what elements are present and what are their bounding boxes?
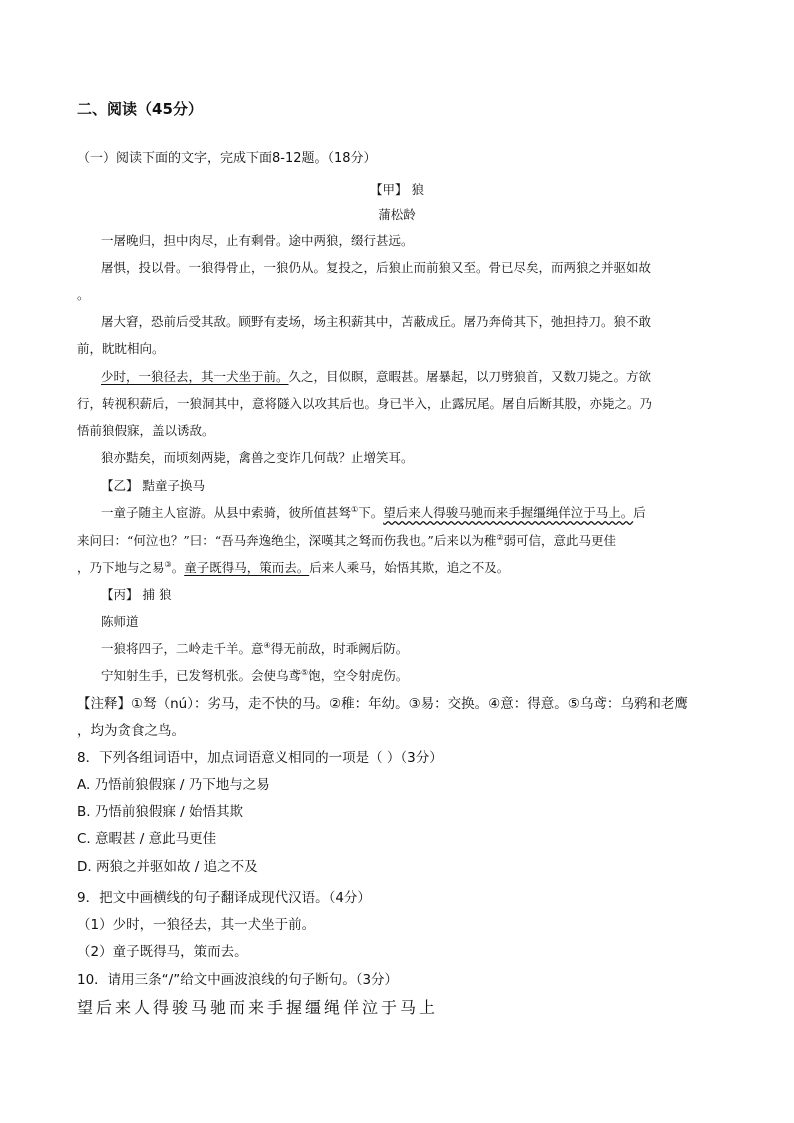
footnote-marker: ①	[351, 504, 359, 514]
passage-jia-paragraph: 。	[77, 287, 90, 302]
question-8-option-c: C. 意暇甚 / 意此马更佳	[77, 831, 217, 847]
question-8-option-a: A. 乃悟前狼假寐 / 乃下地与之易	[77, 777, 270, 793]
text-run: 一狼将四子，二岭走千羊。意	[101, 641, 264, 656]
text-run: 后	[633, 505, 646, 520]
question-9-item-2: （2）童子既得马，策而去。	[77, 944, 248, 960]
passage-yi-line	[101, 503, 646, 521]
question-9-item-1: （1）少时，一狼径去，其一犬坐于前。	[77, 917, 316, 933]
text-run: 宁知射生手，已发弩机张。会使乌鸢	[101, 668, 302, 683]
footnote-marker: ②	[496, 532, 504, 542]
underlined-sentence: 少时，一狼径去，其一犬坐于前。	[101, 369, 289, 384]
text-run: 弱可信，意此马更佳	[503, 533, 617, 548]
footnote-marker: ⑤	[301, 667, 309, 677]
text-run: 久之，目似瞑，意暇甚。屠暴起，以刀劈狼首，又数刀毙之。方欲	[288, 369, 652, 384]
text-run: 。	[171, 560, 185, 575]
passage-yi-line	[77, 531, 616, 549]
passage-jia-paragraph	[101, 367, 651, 385]
question-10-sentence: 望后来人得骏马驰而来手握缰绳佯泣于马上	[77, 998, 439, 1017]
reading-instruction: （一）阅读下面的文字，完成下面8-12题。（18分）	[77, 151, 377, 166]
question-10-stem: 10．请用三条“/”给文中画波浪线的句子断句。（3分）	[77, 972, 399, 988]
passage-jia-paragraph: 悟前狼假寐，盖以诱敌。	[77, 423, 215, 438]
poem-line	[101, 666, 408, 684]
footnote-marker: ④	[263, 640, 271, 650]
passage-jia-paragraph: 屠大窘，恐前后受其敌。顾野有麦场，场主积薪其中，苫蔽成丘。屠乃奔倚其下，弛担持刀。狼不敢	[101, 314, 652, 329]
passage-bing-title: 【丙】 捕 狼	[101, 587, 172, 602]
text-run: 后来人乘马，始悟其欺，追之不及。	[309, 560, 510, 575]
question-9-stem: 9．把文中画横线的句子翻译成现代汉语。（4分）	[77, 890, 371, 906]
text-run: ，乃下地与之易	[77, 560, 165, 575]
annotation-notes: 【注释】①驽（nú）：劣马，走不快的马。②稚：年幼。③易：交换。④意：得意。⑤乌鸢：乌鸦和老鹰	[77, 696, 688, 712]
wavy-underlined-sentence: 望后来人得骏马驰而来手握缰绳佯泣于马上。	[383, 505, 634, 520]
passage-jia-paragraph: 一屠晚归，担中肉尽，止有剩骨。途中两狼，缀行甚远。	[101, 233, 414, 248]
text-run: 饱，空令射虎伤。	[308, 668, 409, 683]
footnote-marker: ③	[164, 559, 172, 569]
passage-jia-paragraph: 行，转视积薪后，一狼洞其中，意将隧入以攻其后也。身已半入，止露尻尾。屠自后断其股，亦毙之。乃	[77, 396, 653, 411]
section-title: 二、阅读（45分）	[77, 100, 203, 118]
question-8-option-b: B. 乃悟前狼假寐 / 始悟其欺	[77, 804, 243, 820]
text-run: 一童子随主人宦游。从县中索骑，彼所值甚驽	[101, 505, 352, 520]
passage-yi-line	[77, 558, 509, 576]
passage-jia-paragraph: 屠惧，投以骨。一狼得骨止，一狼仍从。复投之，后狼止而前狼又至。骨已尽矣，而两狼之并驱如故	[101, 260, 652, 275]
underlined-sentence: 童子既得马，策而去。	[184, 560, 310, 575]
passage-yi-title: 【乙】 黠童子换马	[101, 478, 205, 493]
text-run: 下。	[358, 505, 384, 520]
poem-line	[101, 639, 408, 657]
text-run: 得无前敌，时乖阙后防。	[270, 641, 409, 656]
text-run: 来问曰：“何泣也？”曰：“吾马奔逸绝尘，深嘆其之驽而伤我也。”后来以为稚	[77, 533, 497, 548]
question-8-option-d: D. 两狼之并驱如故 / 追之不及	[77, 859, 258, 875]
passage-jia-title: 【甲】 狼	[370, 182, 424, 197]
passage-jia-paragraph: 狼亦黠矣，而顷刻两毙，禽兽之变诈几何哉？止增笑耳。	[101, 450, 414, 465]
question-8-stem: 8．下列各组词语中，加点词语意义相同的一项是（ ）（3分）	[77, 750, 443, 766]
passage-jia-paragraph: 前，眈眈相向。	[77, 341, 165, 356]
passage-jia-author: 蒲松龄	[378, 207, 416, 222]
passage-bing-author: 陈师道	[101, 614, 139, 629]
annotation-notes: ，均为贪食之鸟。	[77, 723, 185, 739]
